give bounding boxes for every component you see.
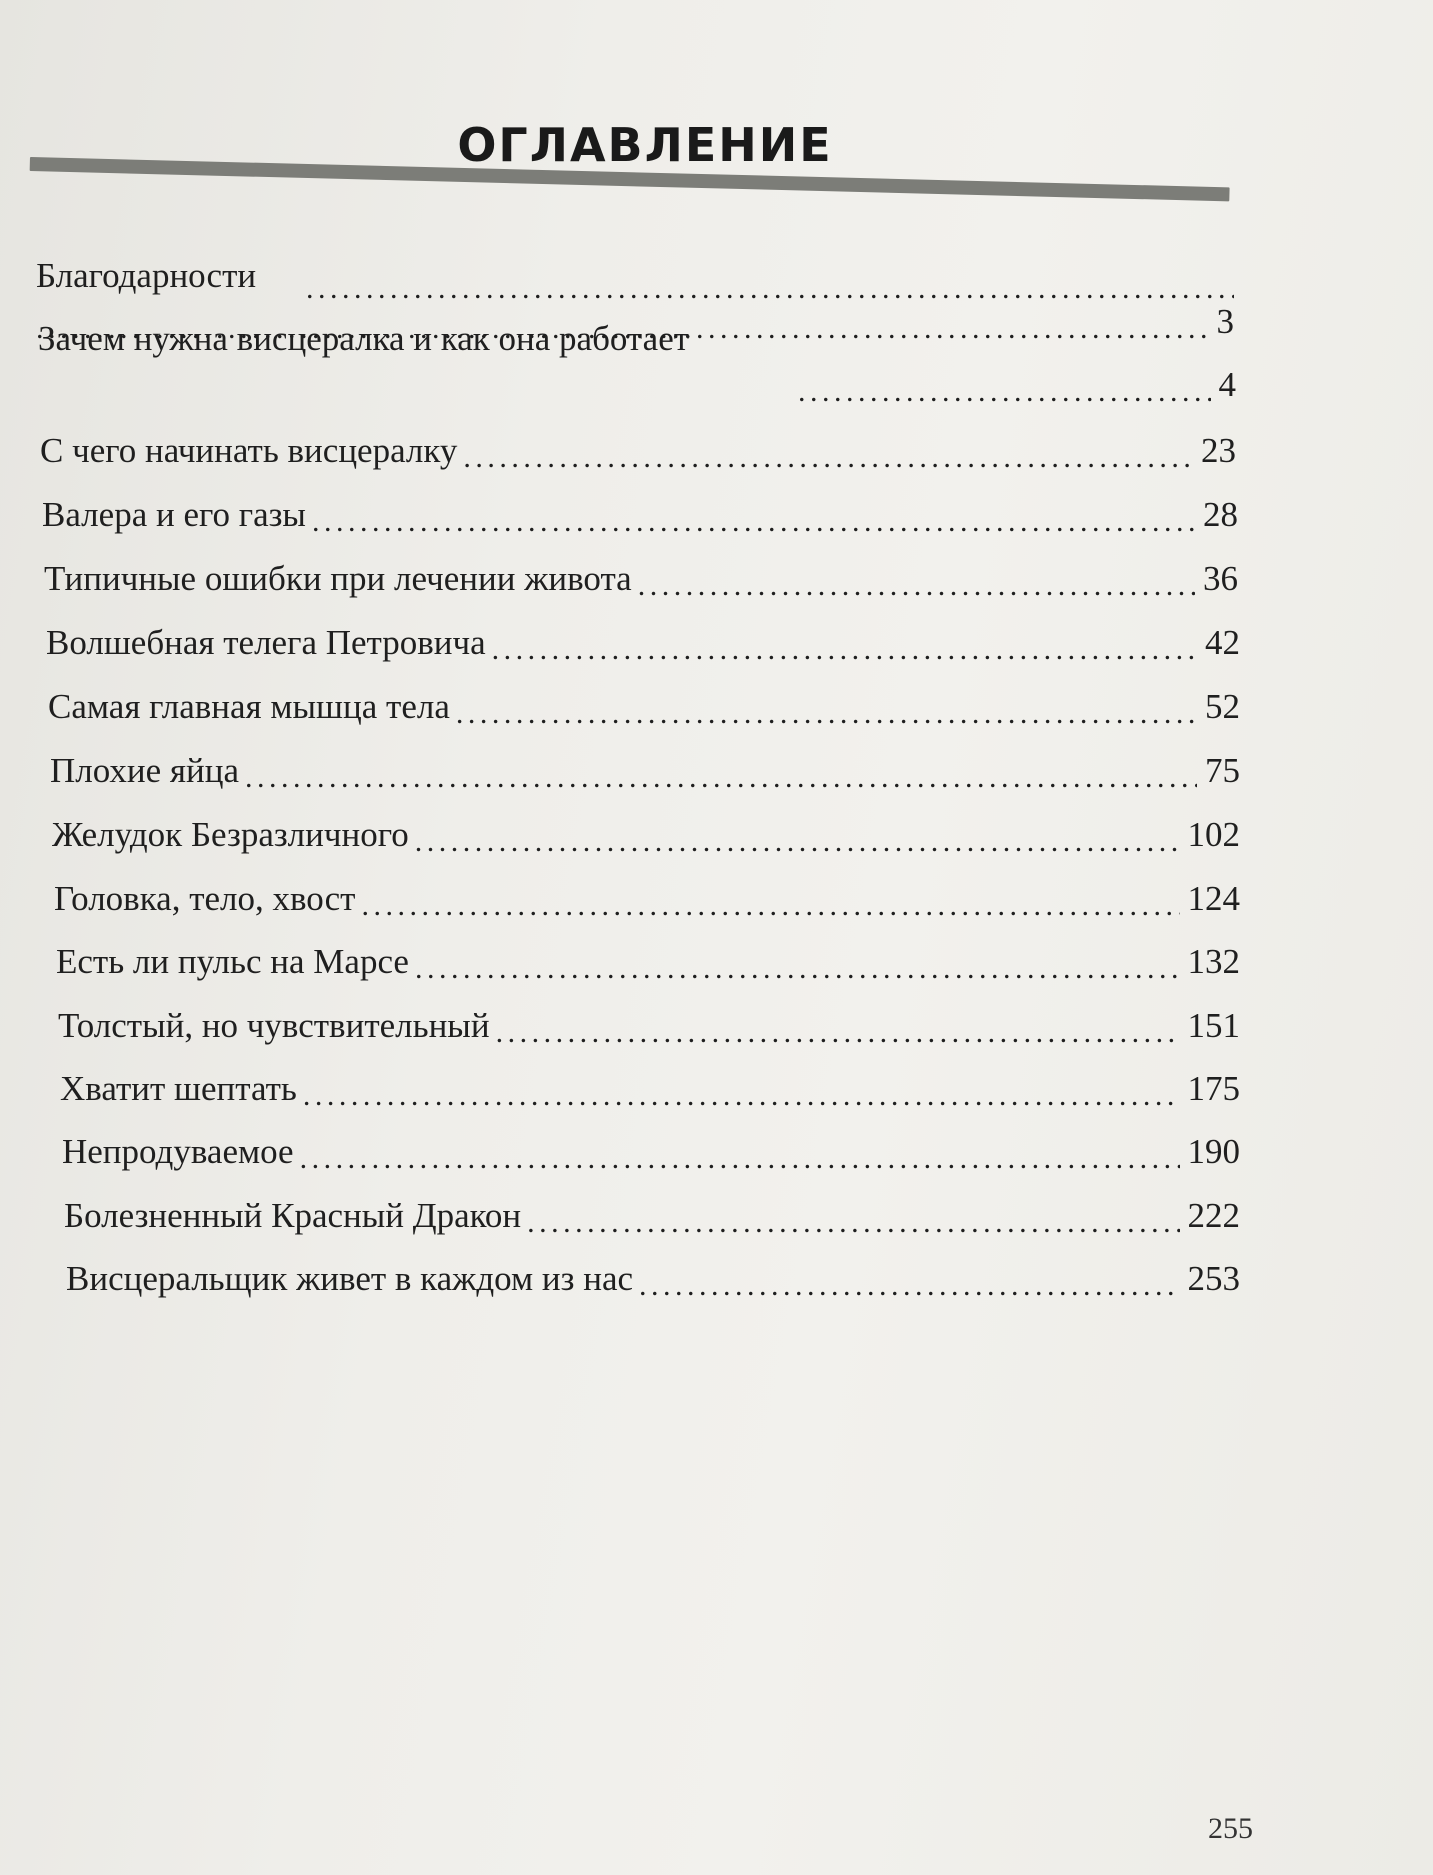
toc-entry-page: 75 bbox=[1205, 751, 1240, 790]
toc-leader-dots bbox=[300, 1134, 1180, 1174]
toc-entry bbox=[66, 1251, 1240, 1301]
toc-entry-page: 253 bbox=[1187, 1259, 1240, 1298]
toc-entry-title: Болезненный Красный Дракон bbox=[64, 1196, 522, 1235]
page-number: 255 bbox=[1208, 1812, 1253, 1845]
toc-entry-title: Есть ли пульс на Марсе bbox=[56, 942, 409, 981]
toc-entry-title: Хватит шептать bbox=[60, 1069, 297, 1108]
toc-entry-page: 52 bbox=[1205, 687, 1240, 726]
toc-entry bbox=[50, 743, 1240, 793]
toc-leader-dots bbox=[492, 625, 1197, 665]
toc-leader-dots bbox=[245, 753, 1197, 793]
toc-leader-dots bbox=[415, 944, 1180, 984]
toc-entry-title: Висцеральщик живет в каждом из нас bbox=[66, 1259, 634, 1298]
toc-entry-title: Благодарности bbox=[36, 256, 257, 295]
toc-entry bbox=[38, 319, 1236, 407]
toc-entry-page: 4 bbox=[1218, 365, 1236, 404]
toc-entry-title: Зачем нужна висцералка и как она работает bbox=[38, 319, 690, 358]
toc-leader-dots bbox=[312, 497, 1195, 537]
toc-entry bbox=[42, 487, 1238, 537]
toc-entry-title: Волшебная телега Петровича bbox=[46, 623, 486, 662]
toc-entry-page: 132 bbox=[1187, 942, 1240, 981]
toc-entry-title: Головка, тело, хвост bbox=[54, 879, 356, 918]
toc-entry bbox=[60, 1061, 1240, 1111]
toc-entry bbox=[56, 934, 1240, 984]
toc-entry-title: Толстый, но чувствительный bbox=[58, 1006, 490, 1045]
toc-entry bbox=[64, 1188, 1240, 1238]
toc-entry-page: 222 bbox=[1187, 1196, 1240, 1235]
toc-leader-dots bbox=[306, 264, 1234, 304]
toc-leader-dots bbox=[638, 561, 1195, 601]
toc-entry-title: Плохие яйца bbox=[50, 751, 239, 790]
toc-entry-page: 175 bbox=[1187, 1069, 1240, 1108]
toc-leader-dots bbox=[639, 1261, 1179, 1301]
toc-entry-title: Валера и его газы bbox=[42, 495, 306, 534]
toc-entry-page: 190 bbox=[1187, 1132, 1240, 1171]
toc-entry-page: 151 bbox=[1187, 1006, 1240, 1045]
toc-entry-page: 124 bbox=[1187, 879, 1240, 918]
toc-leader-dots bbox=[798, 367, 1211, 407]
toc-entry-title: С чего начинать висцералку bbox=[40, 431, 458, 470]
toc-entry-page: 3 bbox=[1216, 302, 1234, 341]
toc-entry-title: Непродуваемое bbox=[62, 1132, 294, 1171]
toc-entry bbox=[62, 1124, 1240, 1174]
toc-entry-page: 36 bbox=[1203, 559, 1238, 598]
toc-entry-title: Самая главная мышца тела bbox=[48, 687, 450, 726]
toc-leader-dots bbox=[415, 817, 1180, 857]
toc-leader-dots bbox=[527, 1198, 1179, 1238]
toc-leader-dots bbox=[456, 689, 1197, 729]
toc-entry bbox=[52, 807, 1240, 857]
toc-entry-page: 42 bbox=[1205, 623, 1240, 662]
toc-leader-dots bbox=[361, 881, 1179, 921]
toc-entry bbox=[40, 423, 1236, 473]
toc-leader-dots bbox=[463, 433, 1193, 473]
toc-leader-dots bbox=[496, 1008, 1180, 1048]
toc-entry bbox=[44, 551, 1238, 601]
toc-entry-title: Желудок Безразличного bbox=[52, 815, 409, 854]
toc-entry bbox=[48, 679, 1240, 729]
toc-entry bbox=[36, 248, 1234, 304]
page-title: ОГЛАВЛЕНИЕ bbox=[457, 118, 833, 172]
toc-entry bbox=[54, 871, 1240, 921]
toc-entry-page: 28 bbox=[1203, 495, 1238, 534]
toc-entry-page: 102 bbox=[1187, 815, 1240, 854]
toc-entry bbox=[46, 615, 1240, 665]
toc-entry bbox=[58, 998, 1240, 1048]
toc-leader-dots bbox=[303, 1071, 1180, 1111]
toc-entry-title: Типичные ошибки при лечении живота bbox=[44, 559, 632, 598]
toc-entry-page: 23 bbox=[1201, 431, 1236, 470]
